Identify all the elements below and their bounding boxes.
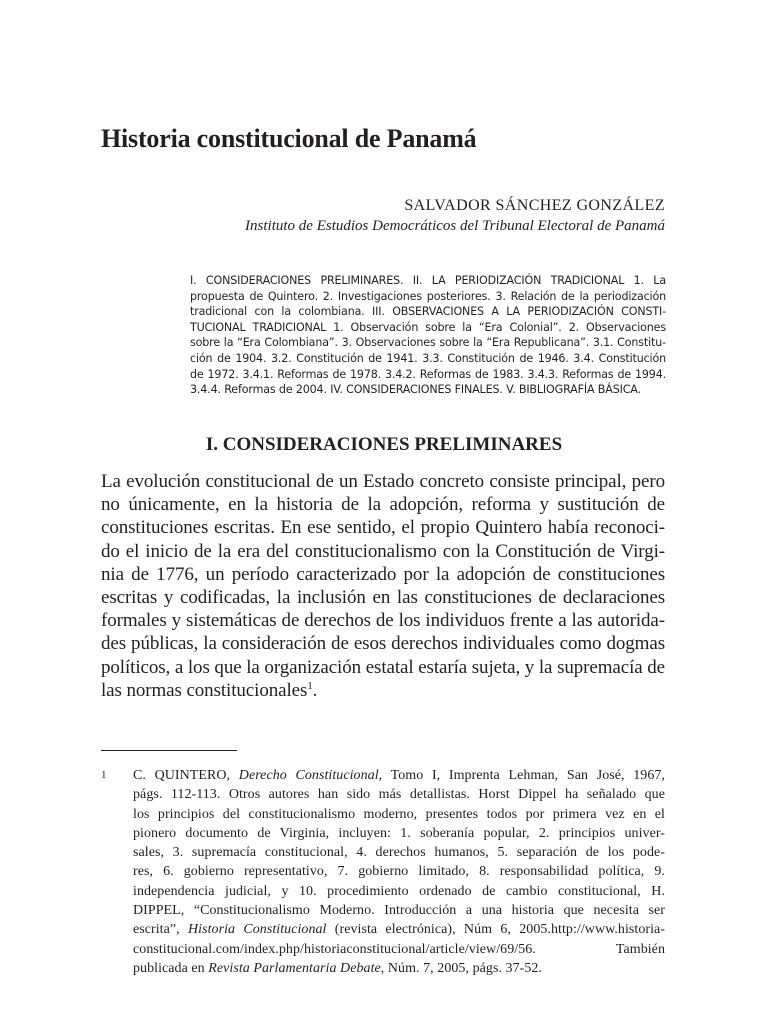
paragraph-end-punctuation: . bbox=[312, 679, 318, 701]
paragraph-line-text: las normas constitucionales bbox=[101, 679, 308, 701]
footnote-line: págs. 112-113. Otros autores han sido más detallistas. Horst Dippel ha señalado que bbox=[133, 787, 665, 803]
body-paragraph bbox=[101, 470, 665, 702]
footnote-line: res, 6. gobierno representativo, 7. gobierno limitado, 8. responsabilidad política, 9. bbox=[133, 864, 665, 880]
footnote-text-run: , Tomo I, Imprenta Lehman, San José, 1967, bbox=[378, 768, 665, 783]
footnote-line: los principios del constitucionalismo moderno, presentes todos por primera vez en el bbox=[133, 806, 665, 822]
footnote-text-run: publicada en bbox=[133, 960, 209, 976]
article-title: Historia constitucional de Panamá bbox=[101, 124, 477, 153]
summary-line: I. CONSIDERACIONES PRELIMINARES. II. LA PERIODIZACIÓN TRADICIONAL 1. La bbox=[190, 274, 666, 287]
author-name: SALVADOR SÁNCHEZ GONZÁLEZ bbox=[404, 197, 665, 214]
paragraph-line: des públicas, la consideración de esos derechos individuales como dogmas bbox=[101, 633, 665, 655]
cited-work-title: Historia Constitucional bbox=[187, 922, 327, 938]
table-of-contents-summary bbox=[190, 273, 666, 398]
footnote-text-run: C. QUINTERO, bbox=[133, 768, 239, 783]
footnote-url-line[interactable]: constitucional.com/index.php/historiaconstitucional/article/view/69/56. También bbox=[133, 941, 665, 957]
paragraph-line: formales y sistemáticas de derechos de los individuos frente a las autorida- bbox=[101, 610, 665, 632]
section-heading: I. CONSIDERACIONES PRELIMINARES bbox=[205, 434, 563, 455]
footnote-text-run: , Núm. 7, 2005, págs. 37-52. bbox=[380, 960, 543, 976]
paragraph-line: políticos, a los que la organización estatal estaría sujeta, y la supremacía de bbox=[101, 656, 665, 678]
footnote-line bbox=[133, 959, 665, 978]
footnote-reference[interactable]: 1 bbox=[307, 679, 313, 692]
paragraph-line: nia de 1776, un período caracterizado por la adopción de constituciones bbox=[101, 563, 665, 585]
footnote-line: pionero documento de Virginia, incluyen: 1. soberanía popular, 2. principios univer- bbox=[133, 825, 665, 841]
author-affiliation: Instituto de Estudios Democráticos del Tribunal Electoral de Panamá bbox=[245, 218, 665, 234]
footnote-text-run: escrita”, bbox=[133, 922, 188, 938]
summary-line: tradicional con la colombiana. III. OBSERVACIONES A LA PERIODIZACIÓN CONSTI- bbox=[190, 305, 666, 319]
footnote-line bbox=[133, 766, 665, 785]
paragraph-line: La evolución constitucional de un Estado concreto consiste principal, pero bbox=[101, 471, 665, 492]
summary-line: ción de 1904. 3.2. Constitución de 1941. 3.3. Constitución de 1946. 3.4. Constitución bbox=[190, 351, 666, 365]
footnote-line: independencia judicial, y 10. procedimiento ordenado de cambio constitucional, H. bbox=[133, 883, 665, 899]
summary-line: propuesta de Quintero. 2. Investigaciones posteriores. 3. Relación de la periodización bbox=[190, 289, 666, 303]
summary-line: de 1972. 3.4.1. Reformas de 1978. 3.4.2. Reformas de 1983. 3.4.3. Reformas de 1994. bbox=[190, 367, 666, 381]
footnote-text-run: (revista electrónica), Núm 6, 2005.http://www.historia- bbox=[326, 922, 666, 938]
summary-line: TUCIONAL TRADICIONAL 1. Observación sobre la “Era Colonial”. 2. Observaciones bbox=[190, 320, 666, 334]
summary-line: sobre la “Era Colombiana”. 3. Observaciones sobre la “Era Republicana”. 3.1. Constitu- bbox=[190, 336, 666, 350]
paragraph-line: do el inicio de la era del constitucionalismo con la Constitución de Virgi- bbox=[101, 540, 665, 562]
footnote-text bbox=[133, 766, 665, 978]
footnote-separator bbox=[101, 750, 237, 751]
paragraph-line: no únicamente, en la historia de la adopción, reforma y sustitución de bbox=[101, 494, 665, 516]
footnote-line bbox=[133, 920, 665, 939]
paragraph-line: escritas y codificadas, la inclusión en las constituciones de declaraciones bbox=[101, 587, 665, 609]
paragraph-line: constituciones escritas. En ese sentido, el propio Quintero había reconoci- bbox=[101, 517, 665, 539]
footnote-line: DIPPEL, “Constitucionalismo Moderno. Introducción a una historia que necesita ser bbox=[133, 903, 665, 919]
paragraph-last-line bbox=[101, 679, 665, 702]
summary-line: 3.4.4. Reformas de 2004. IV. CONSIDERACIONES FINALES. V. BIBLIOGRAFÍA BÁSICA. bbox=[190, 383, 641, 397]
footnote-line: sales, 3. supremacía constitucional, 4. derechos humanos, 5. separación de los pode- bbox=[133, 845, 665, 861]
cited-work-title: Derecho Constitucional bbox=[238, 768, 379, 783]
footnote-number: 1 bbox=[101, 769, 107, 781]
cited-work-title: Revista Parlamentaria Debate bbox=[208, 960, 381, 976]
